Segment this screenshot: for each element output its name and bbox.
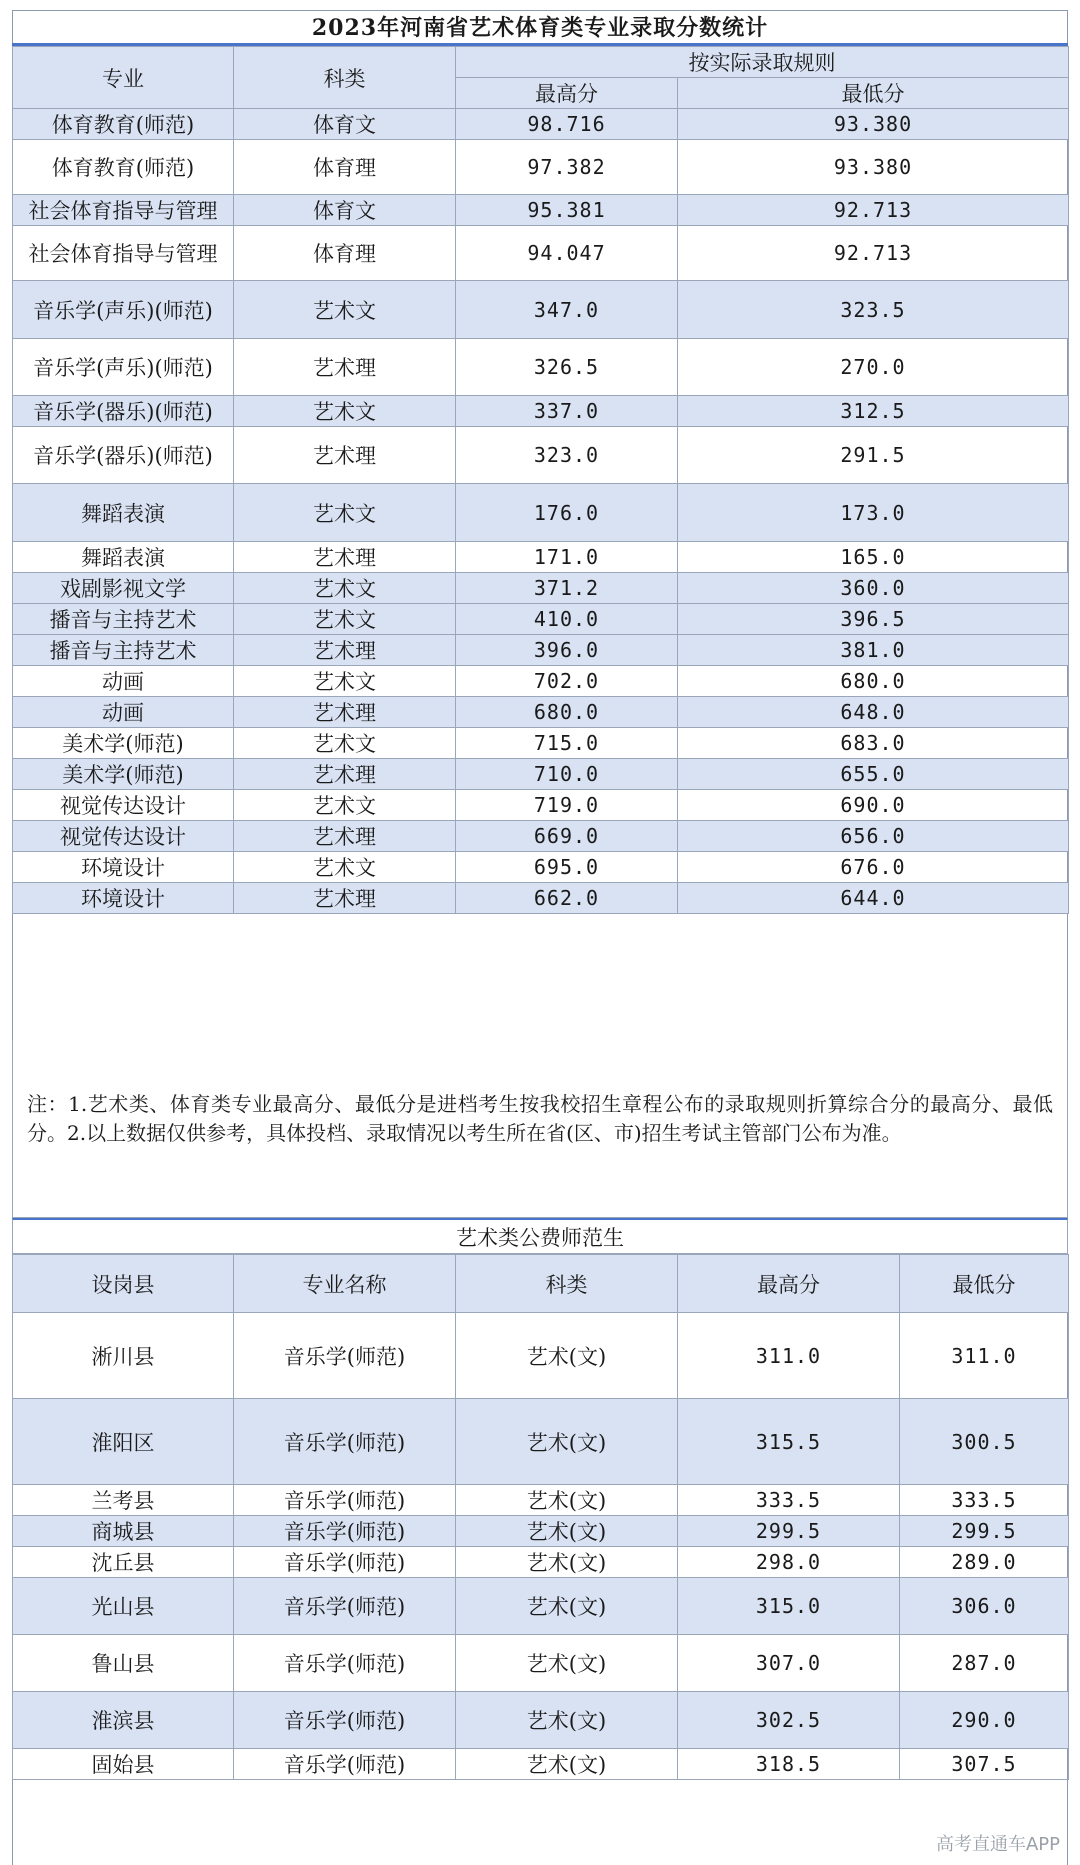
cell-major-name: 音乐学(师范) [234, 1749, 456, 1780]
cell-sub-min: 299.5 [900, 1516, 1069, 1547]
cell-min: 323.5 [678, 281, 1069, 339]
header-category: 科类 [234, 47, 456, 109]
table-row [13, 697, 1069, 728]
cell-major-name: 音乐学(师范) [234, 1547, 456, 1578]
cell-category: 艺术理 [234, 542, 456, 573]
cell-sub-category: 艺术(文) [456, 1485, 678, 1516]
header-group: 按实际录取规则 [456, 47, 1069, 78]
cell-sub-max: 333.5 [678, 1485, 900, 1516]
cell-category: 艺术文 [234, 484, 456, 542]
cell-min: 270.0 [678, 339, 1069, 396]
cell-major-name: 音乐学(师范) [234, 1578, 456, 1635]
cell-sub-category: 艺术(文) [456, 1516, 678, 1547]
score-table-body [13, 109, 1069, 914]
cell-sub-category: 艺术(文) [456, 1547, 678, 1578]
header-major: 专业 [13, 47, 234, 109]
cell-major: 美术学(师范) [13, 728, 234, 759]
cell-major: 播音与主持艺术 [13, 635, 234, 666]
header-major-name: 专业名称 [234, 1255, 456, 1313]
header-min: 最低分 [678, 78, 1069, 109]
cell-max: 337.0 [456, 396, 678, 427]
table-row [13, 281, 1069, 339]
table-row [13, 1399, 1069, 1485]
table-row [13, 573, 1069, 604]
cell-sub-max: 299.5 [678, 1516, 900, 1547]
cell-major: 体育教育(师范) [13, 109, 234, 140]
cell-max: 669.0 [456, 821, 678, 852]
cell-sub-max: 315.5 [678, 1399, 900, 1485]
header-max: 最高分 [456, 78, 678, 109]
cell-category: 艺术理 [234, 759, 456, 790]
cell-category: 艺术理 [234, 427, 456, 484]
cell-min: 656.0 [678, 821, 1069, 852]
header-sub-category: 科类 [456, 1255, 678, 1313]
cell-min: 92.713 [678, 195, 1069, 226]
cell-county: 商城县 [13, 1516, 234, 1547]
cell-sub-min: 300.5 [900, 1399, 1069, 1485]
cell-min: 648.0 [678, 697, 1069, 728]
cell-category: 体育文 [234, 109, 456, 140]
header-sub-max: 最高分 [678, 1255, 900, 1313]
table-row [13, 821, 1069, 852]
cell-min: 291.5 [678, 427, 1069, 484]
cell-major: 动画 [13, 666, 234, 697]
watermark: 高考直通车APP [935, 1834, 1060, 1855]
cell-county: 鲁山县 [13, 1635, 234, 1692]
table-row [13, 226, 1069, 281]
cell-category: 艺术理 [234, 697, 456, 728]
cell-max: 710.0 [456, 759, 678, 790]
cell-county: 固始县 [13, 1749, 234, 1780]
cell-max: 95.381 [456, 195, 678, 226]
cell-sub-min: 307.5 [900, 1749, 1069, 1780]
cell-sub-max: 315.0 [678, 1578, 900, 1635]
cell-sub-category: 艺术(文) [456, 1578, 678, 1635]
table-row [13, 666, 1069, 697]
cell-min: 92.713 [678, 226, 1069, 281]
cell-category: 艺术理 [234, 635, 456, 666]
cell-max: 396.0 [456, 635, 678, 666]
cell-category: 艺术文 [234, 728, 456, 759]
table-row [13, 396, 1069, 427]
cell-category: 艺术文 [234, 396, 456, 427]
table-row [13, 604, 1069, 635]
cell-category: 艺术文 [234, 604, 456, 635]
cell-major-name: 音乐学(师范) [234, 1635, 456, 1692]
cell-category: 艺术文 [234, 852, 456, 883]
cell-major-name: 音乐学(师范) [234, 1485, 456, 1516]
cell-category: 艺术文 [234, 281, 456, 339]
cell-max: 97.382 [456, 140, 678, 195]
cell-sub-max: 302.5 [678, 1692, 900, 1749]
cell-min: 690.0 [678, 790, 1069, 821]
table-row [13, 1313, 1069, 1399]
cell-sub-min: 289.0 [900, 1547, 1069, 1578]
cell-major-name: 音乐学(师范) [234, 1692, 456, 1749]
cell-max: 719.0 [456, 790, 678, 821]
cell-category: 艺术理 [234, 821, 456, 852]
table-row [13, 1749, 1069, 1780]
table-row [13, 1692, 1069, 1749]
table-row [13, 1547, 1069, 1578]
cell-sub-min: 333.5 [900, 1485, 1069, 1516]
table-row [13, 635, 1069, 666]
cell-sub-max: 307.0 [678, 1635, 900, 1692]
cell-min: 360.0 [678, 573, 1069, 604]
cell-county: 光山县 [13, 1578, 234, 1635]
cell-major: 环境设计 [13, 883, 234, 914]
cell-major: 音乐学(声乐)(师范) [13, 339, 234, 396]
cell-major: 环境设计 [13, 852, 234, 883]
cell-max: 171.0 [456, 542, 678, 573]
cell-max: 702.0 [456, 666, 678, 697]
table-row [13, 140, 1069, 195]
cell-major: 美术学(师范) [13, 759, 234, 790]
cell-sub-category: 艺术(文) [456, 1399, 678, 1485]
cell-county: 兰考县 [13, 1485, 234, 1516]
footnote: 注：1.艺术类、体育类专业最高分、最低分是进档考生按我校招生章程公布的录取规则折算综合分的最高分、最低分。2.以上数据仅供参考，具体投档、录取情况以考生所在省(区、市)招生考试主管部门公布为准。 [12, 1040, 1068, 1218]
table-row [13, 542, 1069, 573]
score-table [12, 46, 1069, 914]
cell-sub-min: 287.0 [900, 1635, 1069, 1692]
table-row [13, 427, 1069, 484]
cell-category: 艺术文 [234, 666, 456, 697]
public-teacher-table [12, 1254, 1069, 1780]
cell-major: 体育教育(师范) [13, 140, 234, 195]
cell-sub-min: 306.0 [900, 1578, 1069, 1635]
cell-category: 艺术文 [234, 790, 456, 821]
cell-major: 视觉传达设计 [13, 790, 234, 821]
table-row [13, 339, 1069, 396]
cell-county: 沈丘县 [13, 1547, 234, 1578]
cell-major: 音乐学(声乐)(师范) [13, 281, 234, 339]
table-row [13, 790, 1069, 821]
cell-max: 410.0 [456, 604, 678, 635]
cell-major: 视觉传达设计 [13, 821, 234, 852]
cell-major: 社会体育指导与管理 [13, 195, 234, 226]
cell-max: 94.047 [456, 226, 678, 281]
cell-max: 326.5 [456, 339, 678, 396]
cell-min: 676.0 [678, 852, 1069, 883]
public-teacher-table-body [13, 1313, 1069, 1780]
cell-major: 音乐学(器乐)(师范) [13, 396, 234, 427]
cell-min: 165.0 [678, 542, 1069, 573]
cell-sub-min: 311.0 [900, 1313, 1069, 1399]
cell-max: 98.716 [456, 109, 678, 140]
cell-major: 舞蹈表演 [13, 484, 234, 542]
table-row [13, 883, 1069, 914]
table-row [13, 109, 1069, 140]
cell-major: 舞蹈表演 [13, 542, 234, 573]
cell-min: 173.0 [678, 484, 1069, 542]
table-row [13, 1485, 1069, 1516]
cell-major: 戏剧影视文学 [13, 573, 234, 604]
cell-sub-max: 311.0 [678, 1313, 900, 1399]
cell-county: 淮阳区 [13, 1399, 234, 1485]
cell-sub-category: 艺术(文) [456, 1749, 678, 1780]
cell-max: 176.0 [456, 484, 678, 542]
cell-sub-min: 290.0 [900, 1692, 1069, 1749]
table-row [13, 484, 1069, 542]
cell-major: 音乐学(器乐)(师范) [13, 427, 234, 484]
cell-max: 371.2 [456, 573, 678, 604]
table-row [13, 1516, 1069, 1547]
cell-max: 715.0 [456, 728, 678, 759]
cell-major: 动画 [13, 697, 234, 728]
table-row [13, 759, 1069, 790]
cell-min: 655.0 [678, 759, 1069, 790]
page-title: 2023年河南省艺术体育类专业录取分数统计 [12, 10, 1068, 46]
cell-sub-max: 298.0 [678, 1547, 900, 1578]
cell-min: 644.0 [678, 883, 1069, 914]
cell-category: 艺术文 [234, 573, 456, 604]
cell-major-name: 音乐学(师范) [234, 1313, 456, 1399]
cell-category: 体育理 [234, 226, 456, 281]
cell-sub-category: 艺术(文) [456, 1635, 678, 1692]
cell-category: 体育理 [234, 140, 456, 195]
cell-sub-category: 艺术(文) [456, 1313, 678, 1399]
cell-major-name: 音乐学(师范) [234, 1399, 456, 1485]
header-county: 设岗县 [13, 1255, 234, 1313]
cell-sub-category: 艺术(文) [456, 1692, 678, 1749]
header-sub-min: 最低分 [900, 1255, 1069, 1313]
cell-major: 播音与主持艺术 [13, 604, 234, 635]
cell-min: 680.0 [678, 666, 1069, 697]
cell-major: 社会体育指导与管理 [13, 226, 234, 281]
cell-min: 381.0 [678, 635, 1069, 666]
cell-min: 93.380 [678, 109, 1069, 140]
cell-sub-max: 318.5 [678, 1749, 900, 1780]
cell-max: 323.0 [456, 427, 678, 484]
cell-category: 体育文 [234, 195, 456, 226]
table-row [13, 195, 1069, 226]
cell-major-name: 音乐学(师范) [234, 1516, 456, 1547]
cell-category: 艺术理 [234, 883, 456, 914]
cell-min: 683.0 [678, 728, 1069, 759]
cell-max: 680.0 [456, 697, 678, 728]
cell-county: 淅川县 [13, 1313, 234, 1399]
subsection-title: 艺术类公费师范生 [12, 1218, 1068, 1254]
cell-county: 淮滨县 [13, 1692, 234, 1749]
table-row [13, 728, 1069, 759]
cell-max: 347.0 [456, 281, 678, 339]
cell-min: 312.5 [678, 396, 1069, 427]
cell-min: 93.380 [678, 140, 1069, 195]
table-row [13, 1635, 1069, 1692]
cell-min: 396.5 [678, 604, 1069, 635]
cell-max: 662.0 [456, 883, 678, 914]
cell-max: 695.0 [456, 852, 678, 883]
cell-category: 艺术理 [234, 339, 456, 396]
table-row [13, 852, 1069, 883]
table-row [13, 1578, 1069, 1635]
